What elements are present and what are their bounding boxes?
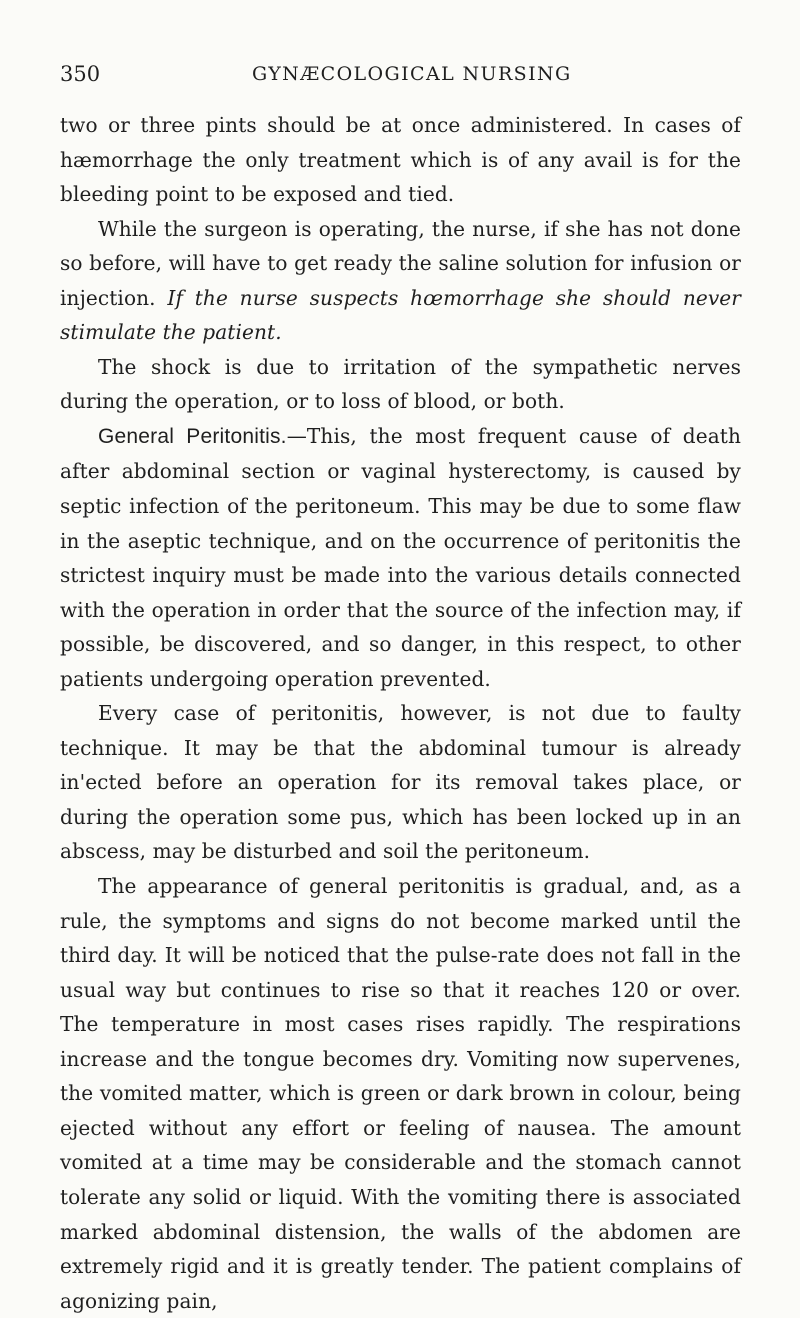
body-text (60, 108, 741, 1318)
paragraph-faulty-technique: Every case of peritonitis, however, is not due to faulty technique. It may be that the abdominal tumour is already in'ected before an operation for its removal takes place, or during the operation some pus, which has been locked up in an abscess, may be disturbed and soil the peritoneum. (60, 701, 741, 864)
paragraph-general-peritonitis (60, 419, 741, 696)
paragraph-text: While the surgeon is operating, the nurse, if she has not done so before, will have to get ready the saline solution for infusion or injection. (60, 216, 741, 310)
paragraph-text: —This, the most frequent cause of death after abdominal section or vaginal hysterectomy, is caused by septic infection of the peritoneum. This may be due to some flaw in the aseptic technique, and on the occurrence of peritonitis the strictest inquiry must be made into the various details connected with the operation in order that the source of the infection may, if possible, be discovered, and so danger, in this respect, to other patients undergoing operation prevented. (60, 423, 741, 691)
paragraph-continuation: two or three pints should be at once administered. In cases of hæmorrhage the only treatment which is of any avail is for the bleeding point to be exposed and tied. (60, 113, 741, 207)
section-heading: General Peritonitis. (98, 424, 287, 448)
paragraph-saline-solution (60, 212, 741, 350)
italic-instruction: If the nurse suspects hœmorrhage she should never stimulate the patient. (60, 285, 741, 345)
running-title: GYNÆCOLOGICAL NURSING (252, 63, 572, 85)
page-header (60, 56, 742, 92)
paragraph-shock: The shock is due to irritation of the sympathetic nerves during the operation, or to loss of blood, or both. (60, 354, 741, 414)
page-number: 350 (60, 62, 101, 86)
paragraph-symptoms: The appearance of general peritonitis is gradual, and, as a rule, the symptoms and signs do not become marked until the third day. It will be noticed that the pulse-rate does not fall in the usual way but continues to rise so that it reaches 120 or over. The temperature in most cases rises rapidly. The respirations increase and the tongue becomes dry. Vomiting now supervenes, the vomited matter, which is green or dark brown in colour, being ejected without any effort or feeling of nausea. The amount vomited at a time may be considerable and the stomach cannot tolerate any solid or liquid. With the vomiting there is associated marked abdominal distension, the walls of the abdomen are extremely rigid and it is greatly tender. The patient complains of agonizing pain, (60, 874, 741, 1313)
